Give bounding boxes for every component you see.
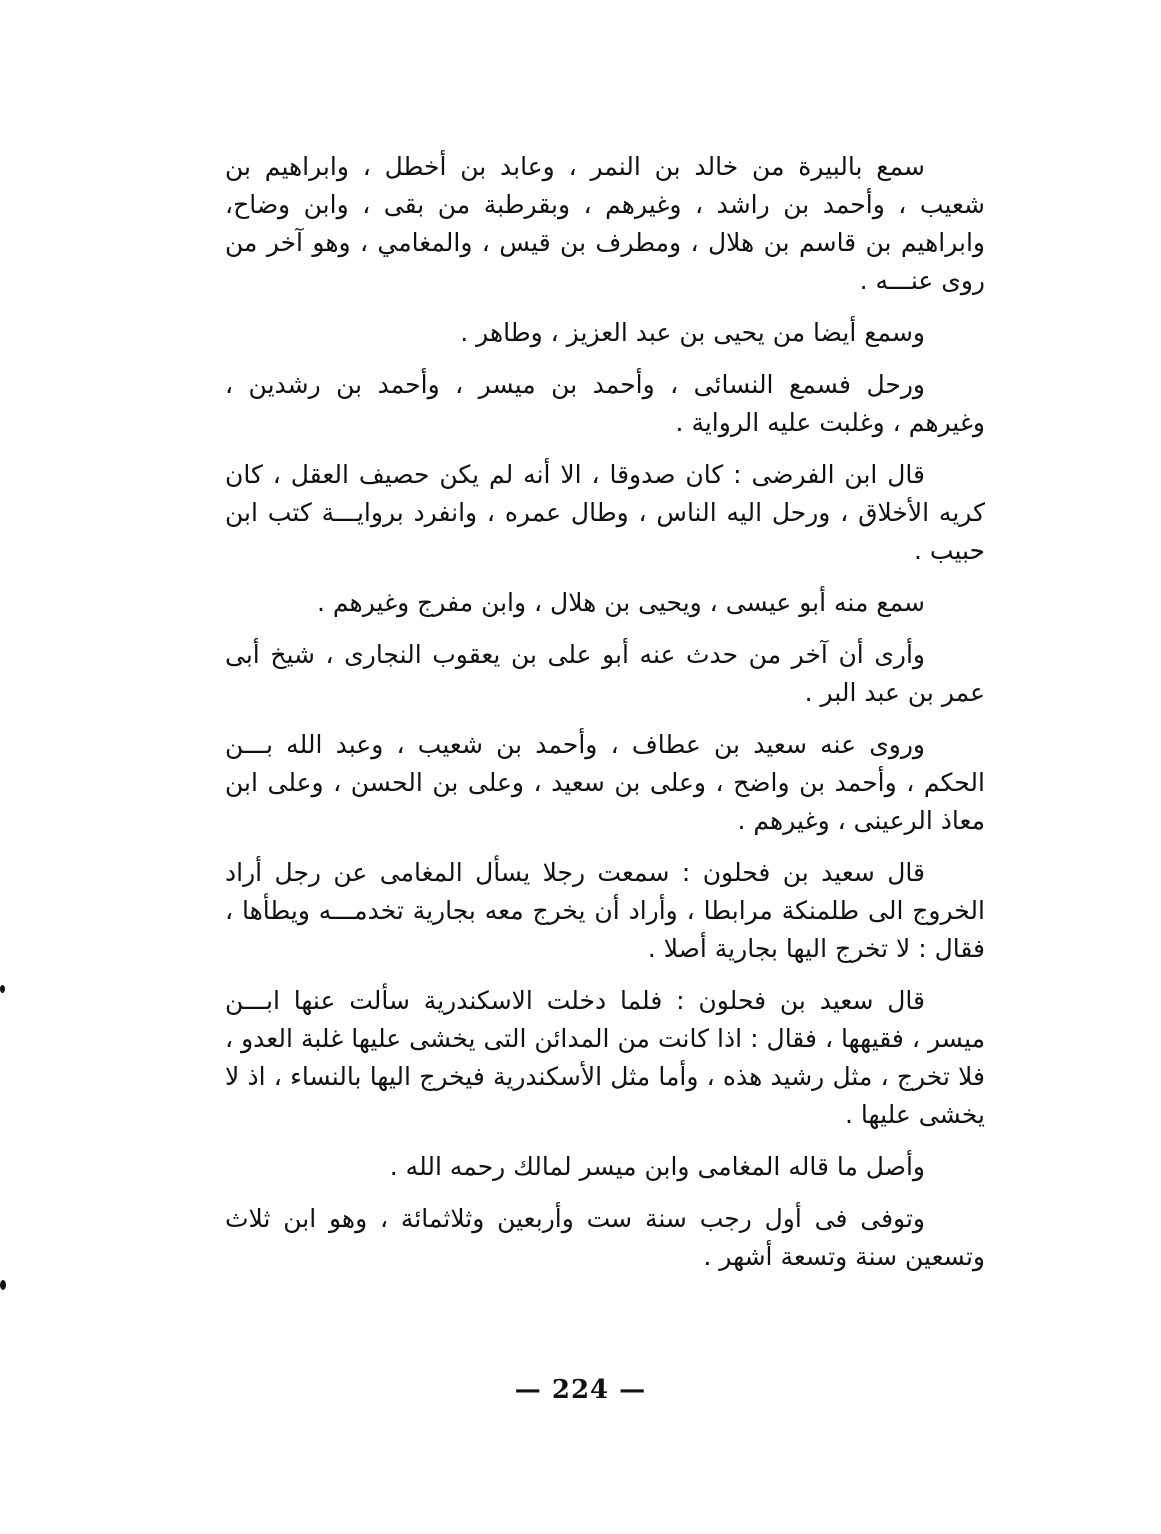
paragraph-6: وأرى أن آخر من حدث عنه أبو على بن يعقوب النجارى ، شيخ أبى عمر بن عبد البر . bbox=[225, 640, 985, 707]
paragraph-11: وتوفى فى أول رجب سنة ست وأربعين وثلاثمائة ، وهو ابن ثلاث وتسعين سنة وتسعة أشهر . bbox=[225, 1204, 985, 1271]
paragraph-2: وسمع أيضا من يحيى بن عبد العزيز ، وطاهر . bbox=[460, 318, 925, 347]
paragraph-3: ورحل فسمع النسائى ، وأحمد بن ميسر ، وأحمد بن رشدين ، وغيرهم ، وغلبت عليه الرواية . bbox=[225, 370, 985, 437]
scan-speck bbox=[0, 1280, 6, 1290]
scan-speck bbox=[0, 985, 5, 993]
paragraph-5: سمع منه أبو عيسى ، ويحيى بن هلال ، وابن مفرج وغيرهم . bbox=[317, 588, 925, 617]
page-number: — 224 — bbox=[514, 1375, 647, 1405]
paragraph-9: قال سعيد بن فحلون : فلما دخلت الاسكندرية سألت عنها ابـــن ميسر ، فقيهها ، فقال : اذا كانت من المدائن التى يخشى عليها غلبة العدو ، فلا تخرج ، مثل رشيد هذه ، وأما مثل الأسكندرية فيخرج اليها بالنساء ، اذ لا يخشى عليها . bbox=[225, 986, 985, 1129]
paragraph-7: وروى عنه سعيد بن عطاف ، وأحمد بن شعيب ، وعبد الله بـــن الحكم ، وأحمد بن واضح ، وعلى بن سعيد ، وعلى بن الحسن ، وعلى ابن معاذ الرعينى ، وغيرهم . bbox=[225, 730, 985, 835]
paragraph-8: قال سعيد بن فحلون : سمعت رجلا يسأل المغامى عن رجل أراد الخروج الى طلمنكة مرابطا ، وأراد أن يخرج معه بجارية تخدمـــه ويطأها ، فقال : لا تخرج اليها بجارية أصلا . bbox=[225, 858, 985, 963]
paragraph-4: قال ابن الفرضى : كان صدوقا ، الا أنه لم يكن حصيف العقل ، كان كريه الأخلاق ، ورحل اليه الناس ، وطال عمره ، وانفرد بروايـــة كتب ابن حبيب . bbox=[225, 460, 985, 565]
paragraph-1: سمع بالبيرة من خالد بن النمر ، وعابد بن أخطل ، وابراهيم بن شعيب ، وأحمد بن راشد ، وغيرهم ، وبقرطبة من بقى ، وابن وضاح، وابراهيم بن قاسم بن هلال ، ومطرف بن قيس ، والمغامي ، وهو آخر من روى عنـــه . bbox=[225, 152, 985, 295]
paragraph-10: وأصل ما قاله المغامى وابن ميسر لمالك رحمه الله . bbox=[389, 1152, 925, 1181]
body-text bbox=[225, 148, 985, 1290]
